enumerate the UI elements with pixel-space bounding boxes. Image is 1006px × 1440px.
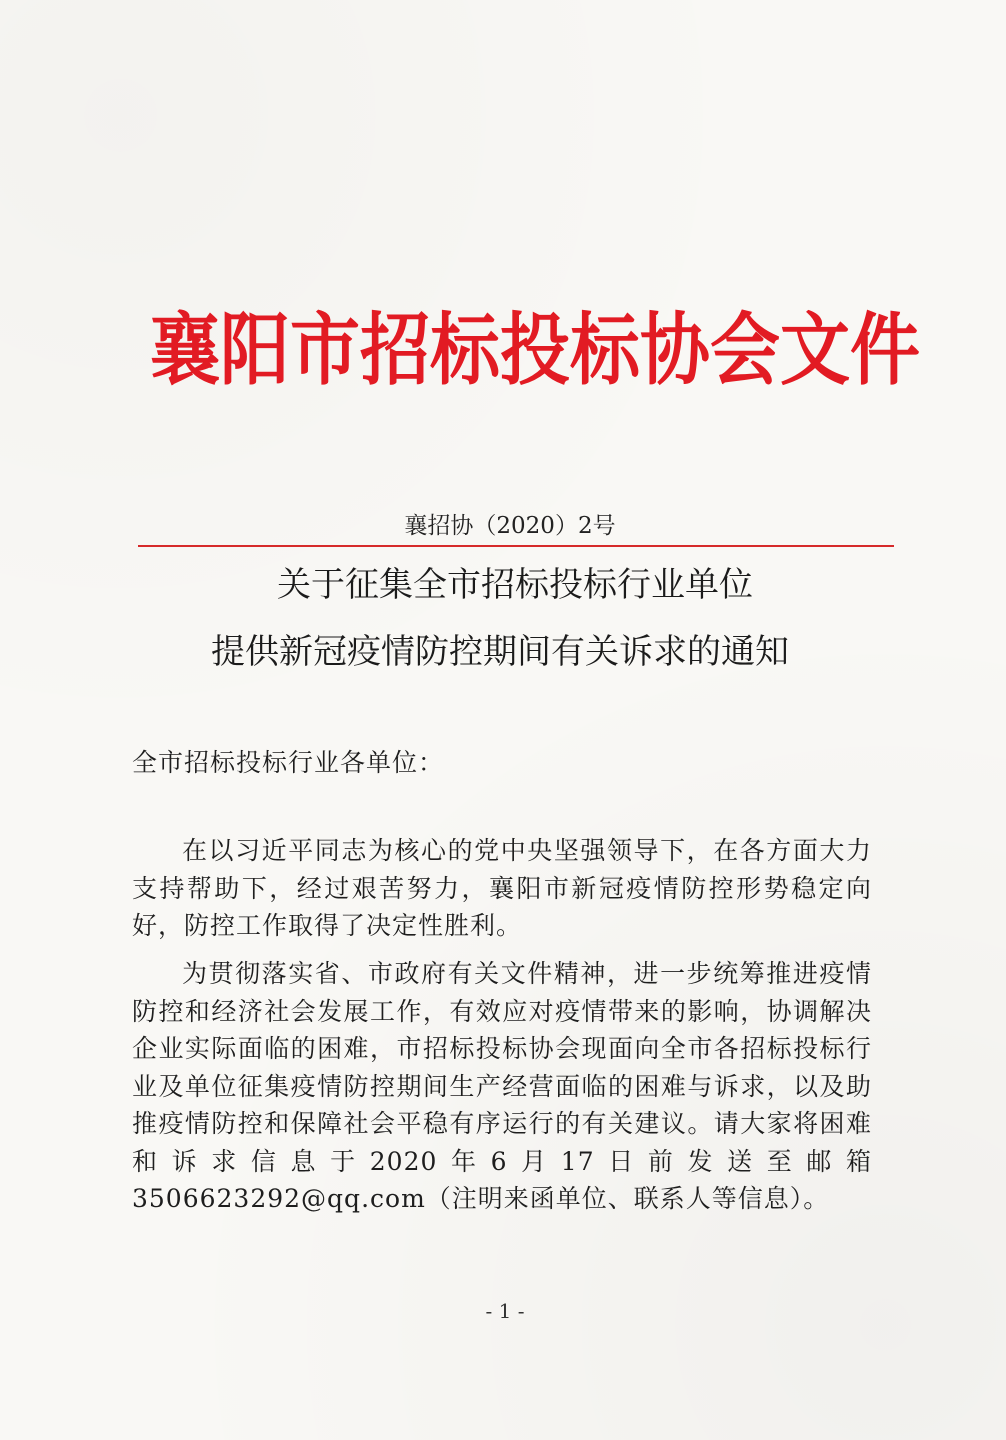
body-paragraph-1: 在以习近平同志为核心的党中央坚强领导下，在各方面大力支持帮助下，经过艰苦努力，襄阳市新冠疫情防控形势稳定向好，防控工作取得了决定性胜利。 (132, 836, 872, 940)
red-divider-line (138, 545, 894, 547)
masthead-title: 襄阳市招标投标协会文件 (150, 304, 920, 396)
notice-title-line-2: 提供新冠疫情防控期间有关诉求的通知 (211, 632, 789, 672)
document-number: 襄招协（2020）2号 (404, 513, 616, 539)
body-paragraph-2: 为贯彻落实省、市政府有关文件精神，进一步统筹推进疫情防控和经济社会发展工作，有效应对疫情带来的影响，协调解决企业实际面临的困难，市招标投标协会现面向全市各招标投标行业及单位征集疫情防控期间生产经营面临的困难与诉求，以及助推疫情防控和保障社会平稳有序运行的有关建议。请大家将困难和诉求信息于2020年6月17日前发送至邮箱3506623292@qq.com（注明来函单位、联系人等信息）。 (132, 959, 872, 1213)
notice-title-line-1: 关于征集全市招标投标行业单位 (277, 565, 753, 605)
page-number: - 1 - (485, 1299, 525, 1323)
salutation: 全市招标投标行业各单位： (132, 748, 445, 777)
